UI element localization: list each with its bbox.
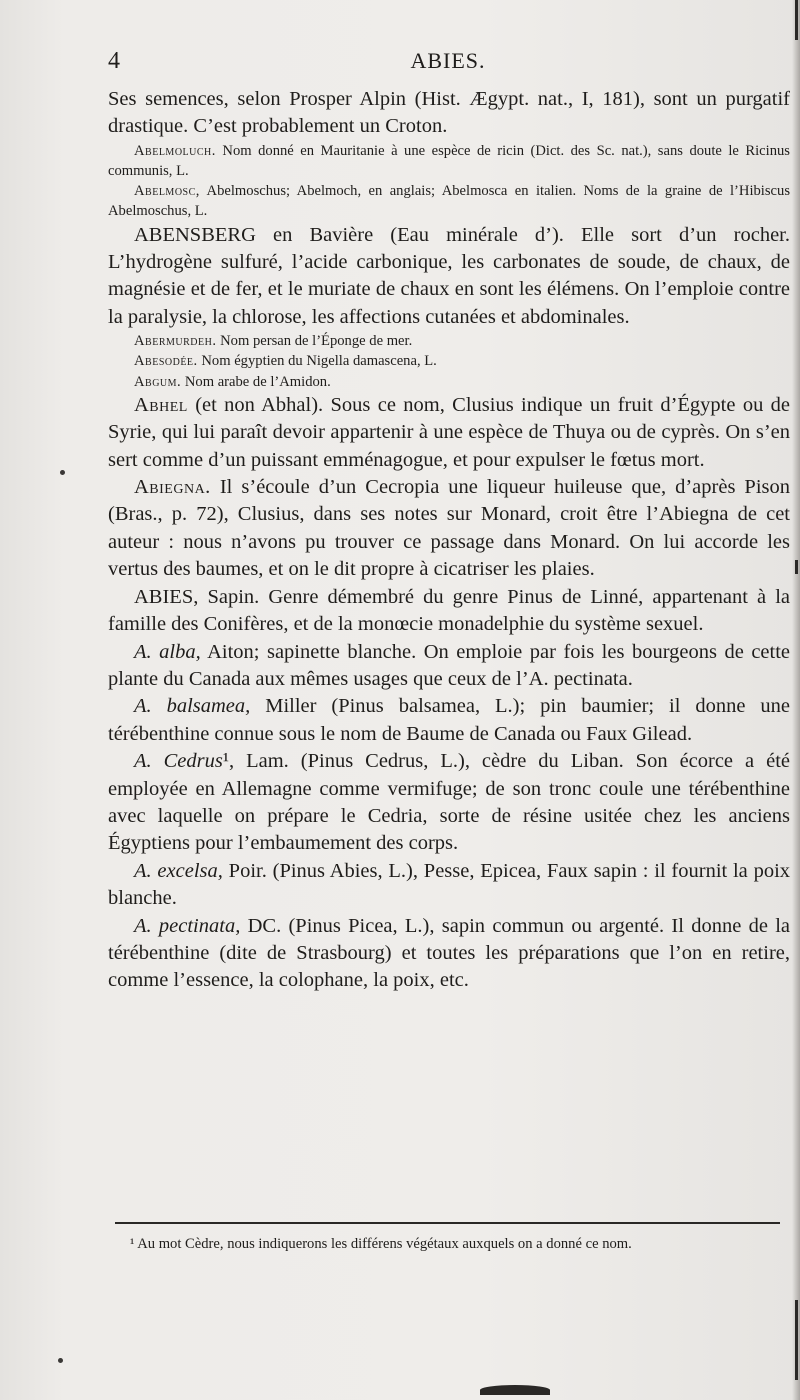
entry-text: Sapin. Genre démembré du genre Pinus de Linné, appartenant à la famille des Conifères, et de la monœcie monadelphie du système sexuel. (108, 585, 791, 636)
entry-text: DC. (Pinus Picea, L.), sapin commun ou argenté. Il donne de la térébenthine (dite de Strasbourg) et toutes les préparations que l’on en retire, comme l’essence, la colophane, la poix, etc. (108, 914, 790, 992)
entry-headword: Abesodée. (134, 353, 198, 370)
entry-abensberg (108, 222, 790, 332)
entry-headword: Abelmoluch. (134, 142, 216, 159)
ink-spot (60, 470, 65, 475)
entry-abelmoluch (108, 141, 790, 181)
entry-headword: ABENSBERG (134, 223, 256, 246)
page-edge-mark (795, 1300, 798, 1380)
entry-text: Poir. (Pinus Abies, L.), Pesse, Epicea, Faux sapin : il fournit la poix blanche. (108, 859, 791, 910)
entry-headword: Abermurdeh. (134, 333, 217, 350)
page-header (108, 48, 788, 78)
footnote: ¹ Au mot Cèdre, nous indiquerons les différens végétaux auxquels on a donné ce nom. (130, 1236, 632, 1252)
running-head: ABIES. (410, 48, 486, 73)
page-edge (792, 0, 800, 1400)
entry-text: ¹, Lam. (Pinus Cedrus, L.), cèdre du Liban. Son écorce a été employée en Allemagne comme vermifuge; de son tronc coule une térébenthine avec laquelle on prépare le Cedria, sorte de résine usitée chez les anciens Égyptiens pour l’embaumement des corps. (108, 750, 790, 855)
entry-headword: Abgum. (134, 373, 182, 390)
page-body (108, 86, 790, 995)
entry-text: Abelmoschus; Abelmoch, en anglais; Abelmosca en italien. Noms de la graine de l’Hibiscus Abelmoschus, L. (108, 183, 790, 220)
page-edge-mark (795, 560, 798, 574)
entry-abiegna (108, 474, 790, 584)
entry-headword: A. Cedrus (134, 750, 223, 773)
entry-abies-alba (108, 639, 790, 694)
entry-abies-excelsa (108, 858, 790, 913)
entry-abesodee (108, 351, 790, 371)
entry-abies-balsamea (108, 693, 790, 748)
entry-text: Miller (Pinus balsamea, L.); pin baumier; il donne une térébenthine connue sous le nom de Baume de Canada ou Faux Gilead. (108, 695, 790, 745)
entry-abies (108, 584, 790, 639)
ink-smudge (480, 1385, 550, 1395)
ink-spot (58, 1358, 63, 1363)
entry-abies-pectinata (108, 913, 790, 995)
entry-text: (et non Abhal). Sous ce nom, Clusius indique un fruit d’Égypte ou de Syrie, qui lui paraît devoir appartenir à une espèce de Thuya ou de cyprès. On s’en sert comme d’un puissant emménagogue, et pour expulser le fœtus mort. (108, 393, 791, 471)
entry-abies-cedrus (108, 748, 790, 858)
entry-headword: Abelmosc, (134, 183, 200, 200)
entry-headword: Abhel (134, 393, 188, 416)
entry-abhel (108, 392, 790, 474)
entry-text: Nom égyptien du Nigella damascena, L. (201, 353, 437, 370)
continuation-paragraph: Ses semences, selon Prosper Alpin (Hist. Ægypt. nat., I, 181), sont un purgatif drastique. C’est probablement un Croton. (108, 88, 790, 138)
entry-headword: A. balsamea, (134, 695, 251, 718)
entry-headword: A. alba, (134, 640, 201, 663)
entry-text: Il s’écoule d’un Cecropia une liqueur huileuse que, d’après Pison (Bras., p. 72), Clusius, dans ses notes sur Monard, croit être l’Abiegna de cet auteur : nous n’avons pu trouver ce passage dans Monard. On lui accorde les vertus des baumes, et on le dit propre à cicatriser les plaies. (108, 476, 791, 581)
footnote-rule (115, 1222, 780, 1224)
entry-text: Aiton; sapinette blanche. On emploie par fois les bourgeons de cette plante du Canada aux mêmes usages que ceux de l’A. pectinata. (108, 640, 791, 690)
entry-abgum (108, 372, 790, 392)
entry-headword: A. excelsa, (134, 859, 223, 882)
page-edge-mark (795, 0, 798, 40)
entry-text: Nom donné en Mauritanie à une espèce de ricin (Dict. des Sc. nat.), sans doute le Ricinus communis, L. (108, 142, 790, 180)
entry-abermurdeh (108, 331, 790, 351)
entry-headword: ABIES, (134, 585, 199, 608)
entry-headword: Abiegna. (134, 476, 211, 499)
entry-abelmosc (108, 181, 790, 221)
entry-text: en Bavière (Eau minérale d’). Elle sort d’un rocher. L’hydrogène sulfuré, l’acide carbonique, les carbonates de soude, de chaux, de magnésie et de fer, et le muriate de chaux en sont les élémens. On l’emploie contre la paralysie, la chlorose, les affections cutanées et abdominales. (108, 223, 791, 328)
page-number: 4 (108, 48, 120, 74)
entry-text: Nom persan de l’Éponge de mer. (220, 333, 413, 350)
entry-text: Nom arabe de l’Amidon. (184, 373, 331, 390)
entry-headword: A. pectinata, (134, 914, 241, 937)
